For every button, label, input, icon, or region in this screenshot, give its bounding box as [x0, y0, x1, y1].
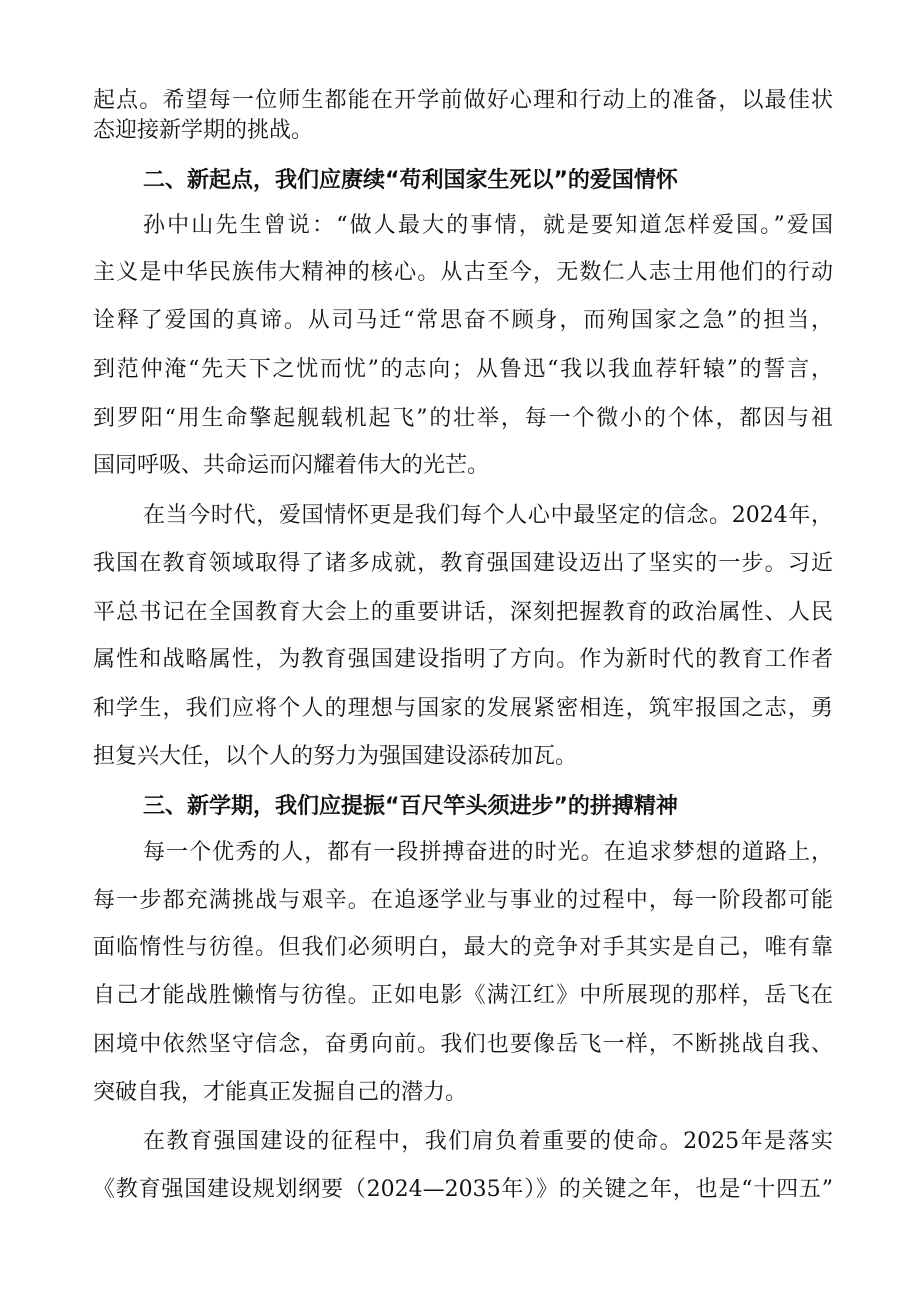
paragraph-line: 自己才能战胜懒惰与彷徨。正如电影《满江红》中所展现的那样，岳飞在 [93, 983, 833, 1008]
paragraph-line: 孙中山先生曾说：“做人最大的事情，就是要知道怎样爱国。”爱国 [143, 213, 833, 238]
paragraph-line: 和学生，我们应将个人的理想与国家的发展紧密相连，筑牢报国之志，勇 [93, 696, 833, 721]
section-heading-3: 三、新学期，我们应提振“百尺竿头须进步”的拼搏精神 [143, 794, 678, 819]
paragraph-line: 在当今时代，爱国情怀更是我们每个人心中最坚定的信念。2024年， [143, 503, 833, 528]
paragraph-line: 到罗阳“用生命擎起舰载机起飞”的壮举，每一个微小的个体，都因与祖 [93, 406, 833, 431]
paragraph-line: 困境中依然坚守信念，奋勇向前。我们也要像岳飞一样，不断挑战自我、 [93, 1032, 833, 1057]
paragraph-line: 我国在教育领域取得了诸多成就，教育强国建设迈出了坚实的一步。习近 [93, 551, 833, 576]
paragraph-line: 到范仲淹“先天下之忧而忧”的志向；从鲁迅“我以我血荐轩辕”的誓言， [93, 357, 833, 382]
paragraph-line: 担复兴大任，以个人的努力为强国建设添砖加瓦。 [93, 744, 578, 769]
paragraph-line: 属性和战略属性，为教育强国建设指明了方向。作为新时代的教育工作者 [93, 647, 833, 672]
paragraph-line: 平总书记在全国教育大会上的重要讲话，深刻把握教育的政治属性、人民 [93, 600, 833, 625]
body-text-line: 态迎接新学期的挑战。 [93, 118, 314, 143]
paragraph-line: 国同呼吸、共命运而闪耀着伟大的光芒。 [93, 453, 490, 478]
paragraph-line: 每一个优秀的人，都有一段拼搏奋进的时光。在追求梦想的道路上， [143, 840, 833, 865]
paragraph-line: 《教育强国建设规划纲要（2024—2035年）》的关键之年，也是“十四五” [93, 1177, 833, 1202]
paragraph-line: 诠释了爱国的真谛。从司马迁“常思奋不顾身，而殉国家之急”的担当， [93, 308, 833, 333]
paragraph-line: 每一步都充满挑战与艰辛。在追逐学业与事业的过程中，每一阶段都可能 [93, 888, 833, 913]
paragraph-line: 在教育强国建设的征程中，我们肩负着重要的使命。2025年是落实 [143, 1129, 833, 1154]
section-heading-2: 二、新起点，我们应赓续“苟利国家生死以”的爱国情怀 [143, 168, 678, 193]
paragraph-line: 面临惰性与彷徨。但我们必须明白，最大的竞争对手其实是自己，唯有靠 [93, 935, 833, 960]
body-text-line: 起点。希望每一位师生都能在开学前做好心理和行动上的准备，以最佳状 [93, 88, 833, 113]
paragraph-line: 突破自我，才能真正发掘自己的潜力。 [93, 1080, 468, 1105]
paragraph-line: 主义是中华民族伟大精神的核心。从古至今，无数仁人志士用他们的行动 [93, 260, 833, 285]
